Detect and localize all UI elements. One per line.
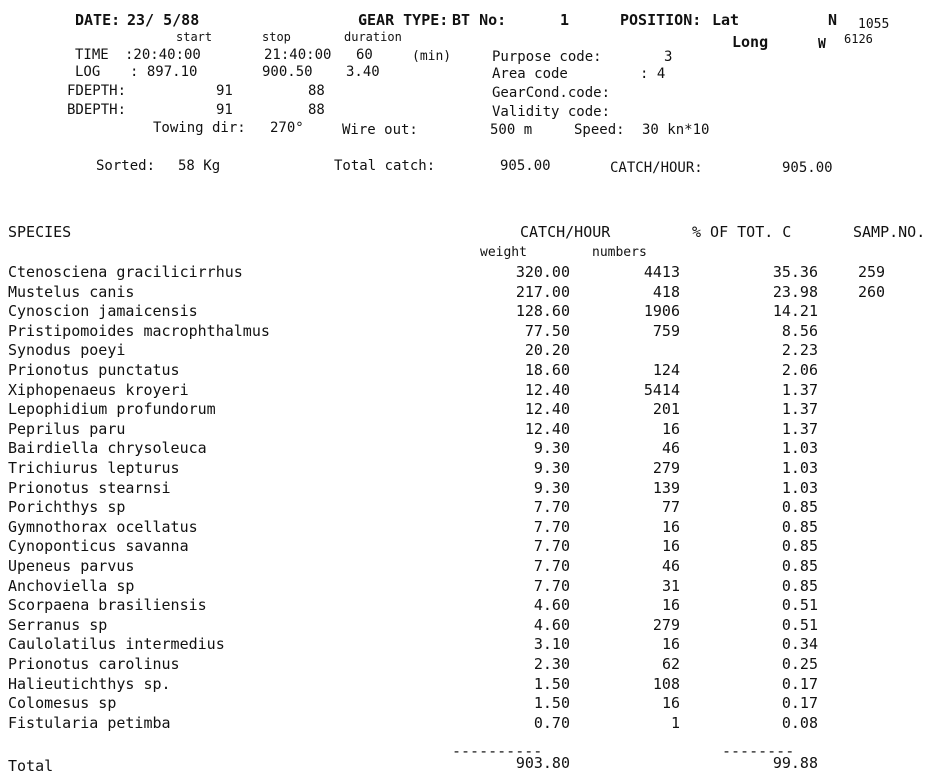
weight-total-rule: ---------- bbox=[452, 742, 543, 760]
col-weight-header: weight bbox=[480, 245, 527, 260]
table-row bbox=[0, 596, 950, 615]
catch-numbers: 759 bbox=[652, 321, 680, 340]
percent-of-total: 1.03 bbox=[781, 439, 818, 458]
table-row bbox=[0, 518, 950, 537]
catch-numbers: 77 bbox=[661, 498, 680, 517]
towing-value: 270° bbox=[270, 120, 304, 136]
species-table bbox=[0, 263, 950, 743]
time-stop: 21:40:00 bbox=[264, 47, 332, 63]
catch-numbers: 124 bbox=[652, 361, 680, 379]
percent-of-total: 0.17 bbox=[781, 674, 818, 693]
percent-of-total: 2.06 bbox=[781, 361, 818, 379]
gear-type-value: BT No: bbox=[452, 11, 507, 29]
table-row bbox=[0, 714, 950, 733]
gearcond-label: GearCond.code: bbox=[492, 85, 611, 101]
catch-numbers: 46 bbox=[661, 439, 680, 458]
speed-value: 30 kn*10 bbox=[642, 122, 710, 138]
catch-weight: 217.00 bbox=[515, 282, 570, 301]
percent-of-total: 0.85 bbox=[781, 557, 818, 575]
catch-numbers: 62 bbox=[661, 655, 680, 673]
pct-total-rule: -------- bbox=[722, 742, 795, 760]
table-row bbox=[0, 400, 950, 419]
table-row bbox=[0, 577, 950, 596]
percent-of-total: 0.85 bbox=[781, 537, 818, 556]
species-name: Fistularia petimba bbox=[8, 713, 171, 732]
long-label: Long bbox=[732, 33, 769, 51]
percent-of-total: 1.37 bbox=[781, 419, 818, 438]
catch-numbers: 5414 bbox=[643, 380, 680, 399]
date-label: DATE: bbox=[75, 11, 121, 29]
catch-weight: 7.70 bbox=[533, 517, 570, 536]
table-row bbox=[0, 283, 950, 302]
sample-number: 260 bbox=[858, 282, 886, 301]
species-name: Prionotus punctatus bbox=[8, 361, 180, 379]
percent-of-total: 0.85 bbox=[781, 576, 818, 595]
table-row bbox=[0, 439, 950, 458]
table-row bbox=[0, 537, 950, 556]
species-name: Cynoscion jamaicensis bbox=[8, 302, 198, 321]
table-row bbox=[0, 498, 950, 517]
species-name: Gymnothorax ocellatus bbox=[8, 517, 198, 536]
catch-weight: 7.70 bbox=[533, 498, 570, 517]
catch-weight: 4.60 bbox=[533, 596, 570, 615]
sorted-value: 58 Kg bbox=[178, 158, 221, 174]
percent-of-total: 1.03 bbox=[781, 459, 818, 477]
table-row bbox=[0, 616, 950, 635]
table-row bbox=[0, 675, 950, 694]
catch-weight: 9.30 bbox=[533, 478, 570, 497]
wire-label: Wire out: bbox=[342, 122, 418, 138]
catch-weight: 128.60 bbox=[515, 302, 570, 321]
catch-weight: 3.10 bbox=[533, 635, 570, 654]
col-samp-header: SAMP.NO. bbox=[853, 223, 926, 241]
catch-numbers: 16 bbox=[661, 537, 680, 556]
sample-number: 259 bbox=[858, 263, 886, 281]
catch-weight: 320.00 bbox=[515, 263, 570, 281]
catch-hour-label: CATCH/HOUR: bbox=[610, 160, 703, 176]
catch-weight: 12.40 bbox=[524, 419, 570, 438]
purpose-label: Purpose code: bbox=[492, 49, 602, 65]
species-name: Xiphopenaeus kroyeri bbox=[8, 380, 189, 399]
time-start: :20:40:00 bbox=[125, 47, 201, 63]
sorted-label: Sorted: bbox=[96, 158, 156, 174]
time-duration: 60 bbox=[356, 47, 373, 63]
percent-of-total: 1.37 bbox=[781, 380, 818, 399]
percent-of-total: 0.34 bbox=[781, 635, 818, 654]
towing-label: Towing dir: bbox=[153, 120, 246, 136]
table-row bbox=[0, 322, 950, 341]
catch-weight: 9.30 bbox=[533, 439, 570, 458]
lat-value: 1055 bbox=[858, 17, 890, 32]
species-name: Scorpaena brasiliensis bbox=[8, 596, 207, 615]
catch-numbers: 1 bbox=[670, 713, 680, 732]
species-name: Pristipomoides macrophthalmus bbox=[8, 321, 270, 340]
species-name: Trichiurus lepturus bbox=[8, 459, 180, 477]
time-unit: (min) bbox=[412, 49, 452, 64]
gear-type-label: GEAR TYPE: bbox=[358, 11, 449, 29]
time-label: TIME bbox=[75, 47, 109, 63]
log-label: LOG bbox=[75, 64, 101, 80]
percent-of-total: 0.25 bbox=[781, 655, 818, 673]
species-name: Bairdiella chrysoleuca bbox=[8, 439, 207, 458]
wire-value: 500 m bbox=[490, 122, 533, 138]
long-hemisphere: W bbox=[818, 37, 826, 52]
catch-weight: 0.70 bbox=[533, 713, 570, 732]
fdepth-stop: 88 bbox=[308, 83, 325, 99]
catch-numbers: 16 bbox=[661, 635, 680, 654]
col-species-header: SPECIES bbox=[8, 223, 72, 241]
stop-col-label: stop bbox=[262, 30, 291, 44]
catch-numbers: 279 bbox=[652, 459, 680, 477]
species-name: Colomesus sp bbox=[8, 694, 117, 713]
validity-label: Validity code: bbox=[492, 104, 611, 120]
log-stop: 900.50 bbox=[262, 64, 313, 80]
speed-label: Speed: bbox=[574, 122, 625, 138]
species-name: Anchoviella sp bbox=[8, 576, 135, 595]
area-label: Area code bbox=[492, 66, 568, 82]
percent-of-total: 0.85 bbox=[781, 517, 818, 536]
total-label: Total bbox=[8, 757, 54, 775]
species-name: Upeneus parvus bbox=[8, 557, 135, 575]
species-name: Prionotus carolinus bbox=[8, 655, 180, 673]
col-numbers-header: numbers bbox=[592, 245, 647, 260]
table-row bbox=[0, 420, 950, 439]
position-label: POSITION: bbox=[620, 11, 702, 29]
catch-weight: 7.70 bbox=[533, 537, 570, 556]
catch-numbers: 16 bbox=[661, 596, 680, 615]
catch-numbers: 46 bbox=[661, 557, 680, 575]
total-catch-value: 905.00 bbox=[500, 158, 551, 174]
catch-weight: 4.60 bbox=[533, 615, 570, 634]
percent-of-total: 8.56 bbox=[781, 321, 818, 340]
gear-number: 1 bbox=[560, 11, 570, 29]
catch-weight: 20.20 bbox=[524, 341, 570, 360]
bdepth-start: 91 bbox=[216, 102, 233, 118]
catch-weight: 12.40 bbox=[524, 380, 570, 399]
percent-of-total: 1.37 bbox=[781, 400, 818, 419]
catch-numbers: 4413 bbox=[643, 263, 680, 281]
catch-numbers: 139 bbox=[652, 478, 680, 497]
table-row bbox=[0, 694, 950, 713]
catch-numbers: 16 bbox=[661, 419, 680, 438]
table-row bbox=[0, 479, 950, 498]
percent-of-total: 0.85 bbox=[781, 498, 818, 517]
percent-of-total: 0.51 bbox=[781, 615, 818, 634]
catch-numbers: 16 bbox=[661, 694, 680, 713]
catch-numbers: 16 bbox=[661, 517, 680, 536]
catch-weight: 7.70 bbox=[533, 557, 570, 575]
fdepth-label: FDEPTH: bbox=[67, 83, 127, 99]
bdepth-label: BDEPTH: bbox=[67, 102, 127, 118]
catch-weight: 1.50 bbox=[533, 694, 570, 713]
date-value: 23/ 5/88 bbox=[127, 11, 200, 29]
species-name: Serranus sp bbox=[8, 615, 108, 634]
percent-of-total: 0.17 bbox=[781, 694, 818, 713]
catch-numbers: 31 bbox=[661, 576, 680, 595]
catch-numbers: 1906 bbox=[643, 302, 680, 321]
species-name: Synodus poeyi bbox=[8, 341, 126, 360]
percent-of-total: 1.03 bbox=[781, 478, 818, 497]
species-name: Porichthys sp bbox=[8, 498, 126, 517]
catch-numbers: 108 bbox=[652, 674, 680, 693]
percent-of-total: 2.23 bbox=[781, 341, 818, 360]
table-row bbox=[0, 635, 950, 654]
total-pct: 99.88 bbox=[772, 754, 818, 772]
table-row bbox=[0, 557, 950, 576]
bdepth-stop: 88 bbox=[308, 102, 325, 118]
catch-weight: 9.30 bbox=[533, 459, 570, 477]
lat-label: Lat bbox=[712, 11, 740, 29]
fdepth-start: 91 bbox=[216, 83, 233, 99]
duration-col-label: duration bbox=[344, 30, 402, 44]
catch-hour-value: 905.00 bbox=[782, 160, 833, 176]
catch-weight: 18.60 bbox=[524, 361, 570, 379]
long-value: 6126 bbox=[844, 32, 873, 46]
catch-weight: 2.30 bbox=[533, 655, 570, 673]
percent-of-total: 14.21 bbox=[772, 302, 818, 321]
percent-of-total: 0.08 bbox=[781, 713, 818, 732]
percent-of-total: 35.36 bbox=[772, 263, 818, 281]
species-name: Cynoponticus savanna bbox=[8, 537, 189, 556]
catch-numbers: 418 bbox=[652, 282, 680, 301]
catch-numbers: 279 bbox=[652, 615, 680, 634]
log-start: : 897.10 bbox=[130, 64, 198, 80]
log-duration: 3.40 bbox=[346, 64, 380, 80]
area-value: : 4 bbox=[640, 66, 666, 82]
table-row bbox=[0, 361, 950, 380]
total-weight: 903.80 bbox=[515, 754, 570, 772]
purpose-value: 3 bbox=[664, 49, 673, 65]
start-col-label: start bbox=[176, 30, 213, 44]
species-name: Lepophidium profundorum bbox=[8, 400, 216, 419]
table-row bbox=[0, 263, 950, 282]
catch-weight: 1.50 bbox=[533, 674, 570, 693]
table-row bbox=[0, 381, 950, 400]
species-name: Ctenosciena gracilicirrhus bbox=[8, 263, 243, 281]
species-name: Caulolatilus intermedius bbox=[8, 635, 225, 654]
species-name: Prionotus stearnsi bbox=[8, 478, 171, 497]
table-row bbox=[0, 302, 950, 321]
catch-weight: 77.50 bbox=[524, 321, 570, 340]
total-catch-label: Total catch: bbox=[334, 158, 436, 174]
table-row bbox=[0, 341, 950, 360]
col-catch-hour-header: CATCH/HOUR bbox=[520, 223, 611, 241]
lat-hemisphere: N bbox=[828, 11, 838, 29]
table-row bbox=[0, 655, 950, 674]
catch-weight: 12.40 bbox=[524, 400, 570, 419]
catch-weight: 7.70 bbox=[533, 576, 570, 595]
species-name: Peprilus paru bbox=[8, 419, 126, 438]
species-name: Halieutichthys sp. bbox=[8, 674, 171, 693]
percent-of-total: 0.51 bbox=[781, 596, 818, 615]
catch-numbers: 201 bbox=[652, 400, 680, 419]
species-name: Mustelus canis bbox=[8, 282, 135, 301]
col-pct-header: % OF TOT. C bbox=[692, 223, 792, 241]
table-row bbox=[0, 459, 950, 478]
percent-of-total: 23.98 bbox=[772, 282, 818, 301]
